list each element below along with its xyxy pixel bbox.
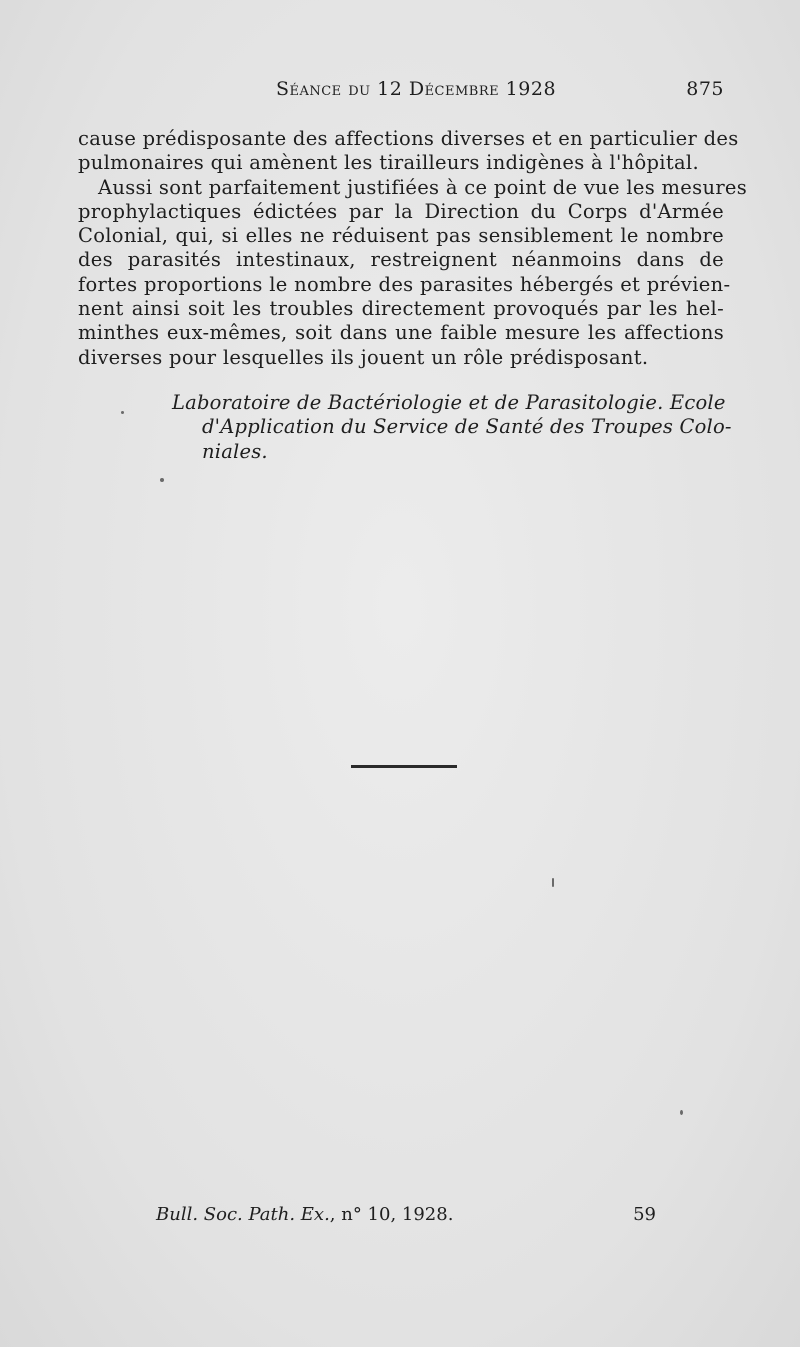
body-line: minthes eux-mêmes, soit dans une faible mesure les affections: [78, 321, 724, 345]
affiliation-line: d'Application du Service de Santé des Troupes Colo-: [202, 415, 732, 439]
body-paragraphs: [78, 127, 748, 370]
body-line: Colonial, qui, si elles ne réduisent pas sensiblement le nombre: [78, 224, 724, 248]
running-title: Séance du 12 Décembre 1928: [275, 78, 557, 100]
journal-issue: , n° 10, 1928.: [329, 1204, 454, 1225]
journal-name: Bull. Soc. Path. Ex.: [156, 1204, 330, 1225]
body-line: diverses pour lesquelles ils jouent un rôle prédisposant.: [78, 345, 649, 369]
body-line: Aussi sont parfaitement justifiées à ce point de vue les mesures: [98, 175, 748, 199]
paper-speck: [160, 478, 164, 482]
affiliation-note: [172, 391, 732, 464]
journal-citation: [156, 1204, 453, 1225]
page-footer: [156, 1204, 656, 1230]
paper-speck: [121, 411, 124, 414]
body-line: prophylactiques édictées par la Direction du Corps d'Armée: [78, 199, 724, 223]
body-line: fortes proportions le nombre des parasites hébergés et prévien-: [78, 272, 731, 296]
page-number: 875: [686, 78, 724, 100]
affiliation-line: Laboratoire de Bactériologie et de Parasitologie. Ecole: [172, 391, 726, 414]
sheet-number: 59: [633, 1204, 656, 1225]
paper-speck: [552, 878, 554, 887]
paper-speck: [680, 1110, 683, 1115]
body-line: cause prédisposante des affections diverses et en particulier des: [78, 127, 739, 150]
affiliation-line: niales.: [202, 439, 268, 463]
body-line: pulmonaires qui amènent les tirailleurs indigènes à l'hôpital.: [78, 151, 699, 175]
body-line: des parasités intestinaux, restreignent néanmoins dans de: [78, 248, 724, 272]
running-header: [78, 78, 724, 104]
end-of-article-rule: [351, 765, 457, 768]
body-line: nent ainsi soit les troubles directement provoqués par les hel-: [78, 297, 724, 321]
